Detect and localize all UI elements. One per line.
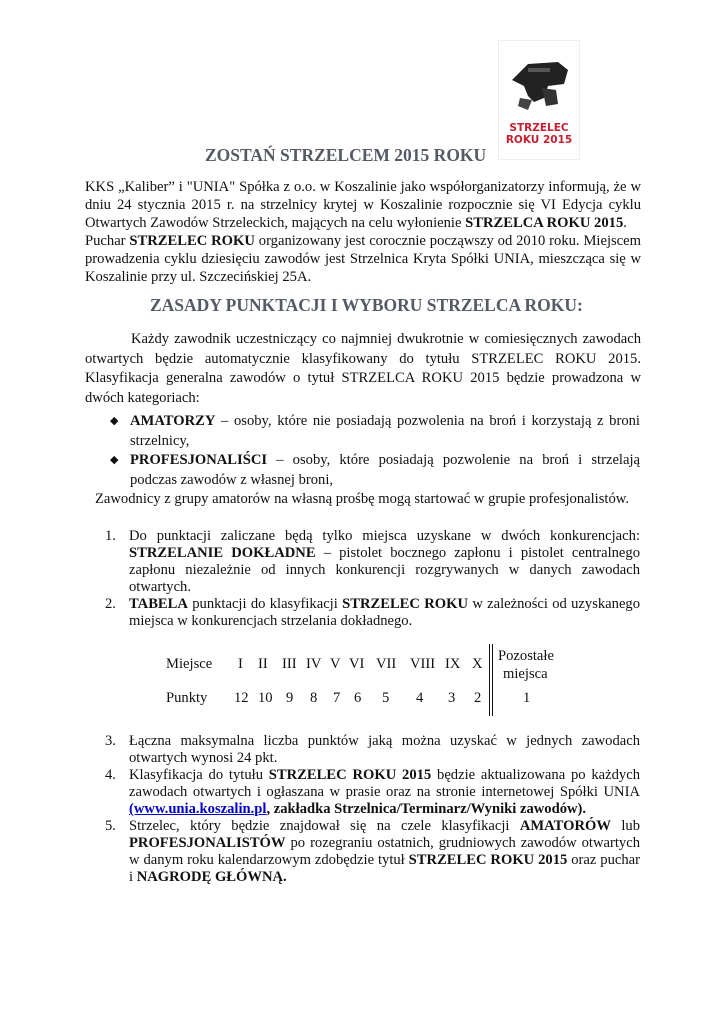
page-title: ZOSTAŃ STRZELCEM 2015 ROKU [205, 145, 487, 165]
list-item [105, 733, 640, 767]
category-item [110, 451, 640, 490]
item-number: 4. [105, 767, 116, 783]
list-item [105, 818, 640, 886]
item-text: Do punktacji zaliczane będą tylko miejsca uzyskane w dwóch konkurencjach: [129, 528, 640, 544]
item-number: 1. [105, 528, 116, 544]
item-text: będzie aktualizowana po każdych zawodach otwartych i ogłaszana w prasie oraz na stronie internetowej Spółki UNIA [129, 767, 640, 800]
category-item [110, 412, 640, 451]
intro-text-2: Puchar [85, 233, 130, 249]
table-header-rest: Pozostałe [498, 648, 554, 664]
item-text: punktacji do klasyfikacji [187, 596, 343, 612]
item-text: Strzelec, który będzie znajdował się na czele klasyfikacji [129, 818, 520, 834]
table-header-rest: miejsca [503, 666, 548, 682]
table-cell: III [282, 656, 297, 672]
intro-paragraph [85, 178, 641, 286]
diamond-bullet-icon: ◆ [110, 454, 119, 466]
rules-paragraph [85, 330, 641, 408]
table-cell: II [258, 656, 268, 672]
list-item [105, 596, 640, 630]
table-cell: 9 [286, 690, 294, 706]
item-bold: AMATORÓW [519, 818, 611, 834]
item-bold: NAGRODĘ GŁÓWNĄ. [136, 869, 287, 885]
table-cell: X [472, 656, 483, 672]
strzelec-roku-logo [498, 40, 580, 160]
table-cell: I [238, 656, 243, 672]
intro-text-1: KKS „Kaliber” i "UNIA" Spółka z o.o. w Koszalinie jako współorganizatorzy informują, że w dniu 24 stycznia 2015 r. na strzelnicy krytej w Koszalinie rozpocznie się VI Edycja cyklu Otwartych Zawodów Strzeleckich, mających na celu wyłonienie [85, 179, 641, 231]
item-bold: STRZELEC ROKU 2015 [408, 852, 568, 868]
diamond-bullet-icon: ◆ [110, 415, 119, 427]
table-divider [492, 644, 493, 716]
table-cell: VI [349, 656, 365, 672]
item-text: po rozegraniu ostatnich, grudniowych zawodów otwartych w danym roku kalendarzowym zdobędzie tytuł [129, 835, 640, 868]
table-cell: 7 [333, 690, 341, 706]
item-text: lub [610, 818, 641, 834]
table-cell: V [330, 656, 341, 672]
intro-bold-1: STRZELCA ROKU 2015 [465, 215, 624, 231]
table-cell: VIII [410, 656, 436, 672]
intro-bold-2: STRZELEC ROKU [129, 233, 255, 249]
table-cell: 3 [448, 690, 456, 706]
svg-text:STRZELEC: STRZELEC [509, 122, 569, 134]
table-cell: 2 [474, 690, 482, 706]
website-link[interactable]: (www.unia.koszalin.pl [129, 801, 267, 817]
section-title: ZASADY PUNKTACJI I WYBORU STRZELCA ROKU: [150, 295, 583, 315]
list-item [105, 528, 640, 596]
item-bold: STRZELANIE DOKŁADNE [129, 545, 316, 561]
item-text: oraz puchar i [129, 852, 640, 885]
item-bold: STRZELEC ROKU [342, 596, 469, 612]
item-bold: STRZELEC ROKU 2015 [268, 767, 432, 783]
item-bold: PROFESJONALISTÓW [129, 835, 286, 851]
category-desc: – osoby, które posiadają pozwolenie na broń i strzelają podczas zawodów z własnej broni, [130, 452, 640, 488]
category-name: AMATORZY [130, 413, 216, 429]
table-cell: 4 [416, 690, 424, 706]
item-text: – pistolet bocznego zapłonu i pistolet centralnego zapłonu niezależnie od innych konkurencji rozgrywanych w danych zawodach otwartych. [129, 545, 641, 595]
rules-text: Każdy zawodnik uczestniczący co najmniej dwukrotnie w comiesięcznych zawodach otwartych będzie automatycznie klasyfikowany do tytułu STRZELEC ROKU 2015. Klasyfikacja generalna zawodów o tytuł STRZELCA ROKU 2015 będzie prowadzona w dwóch kategoriach: [85, 331, 641, 406]
svg-text:ROKU 2015: ROKU 2015 [505, 134, 573, 146]
intro-text-3: organizowany jest corocznie począwszy od 2010 roku. Miejscem prowadzenia cyklu dziesięciu zawodów jest Strzelnica Kryta Spółki UNIA, mieszcząca się w Koszalinie przy ul. Szczecińskiej 25A. [85, 233, 641, 285]
intro-end: . [623, 215, 627, 231]
table-cell: 8 [310, 690, 318, 706]
item-number: 3. [105, 733, 116, 749]
table-cell: 10 [258, 690, 273, 706]
item-number: 5. [105, 818, 116, 834]
table-cell: IV [306, 656, 322, 672]
table-cell: 5 [382, 690, 390, 706]
table-divider [489, 644, 490, 716]
table-cell: IX [445, 656, 461, 672]
item-text: Łączna maksymalna liczba punktów jaką można uzyskać w jednych zawodach otwartych wynosi 24 pkt. [129, 733, 640, 766]
table-cell: 12 [234, 690, 249, 706]
table-cell: 6 [354, 690, 362, 706]
item-text: Klasyfikacja do tytułu [129, 767, 269, 783]
table-row-label: Punkty [166, 690, 208, 706]
note-text: Zawodnicy z grupy amatorów na własną prośbę mogą startować w grupie profesjonalistów. [95, 491, 630, 507]
category-name: PROFESJONALIŚCI [130, 452, 268, 468]
list-item [105, 767, 640, 818]
item-bold: , zakładka Strzelnica/Terminarz/Wyniki zawodów). [266, 801, 587, 817]
table-row-label: Miejsce [166, 656, 213, 672]
item-bold: TABELA [129, 596, 188, 612]
category-desc: – osoby, które nie posiadają pozwolenia na broń i korzystają z broni strzelnicy, [130, 413, 640, 449]
item-text: w zależności od uzyskanego miejsca w konkurencjach strzelania dokładnego. [129, 596, 641, 629]
table-cell: VII [376, 656, 397, 672]
item-number: 2. [105, 596, 116, 612]
table-cell: 1 [523, 690, 531, 706]
